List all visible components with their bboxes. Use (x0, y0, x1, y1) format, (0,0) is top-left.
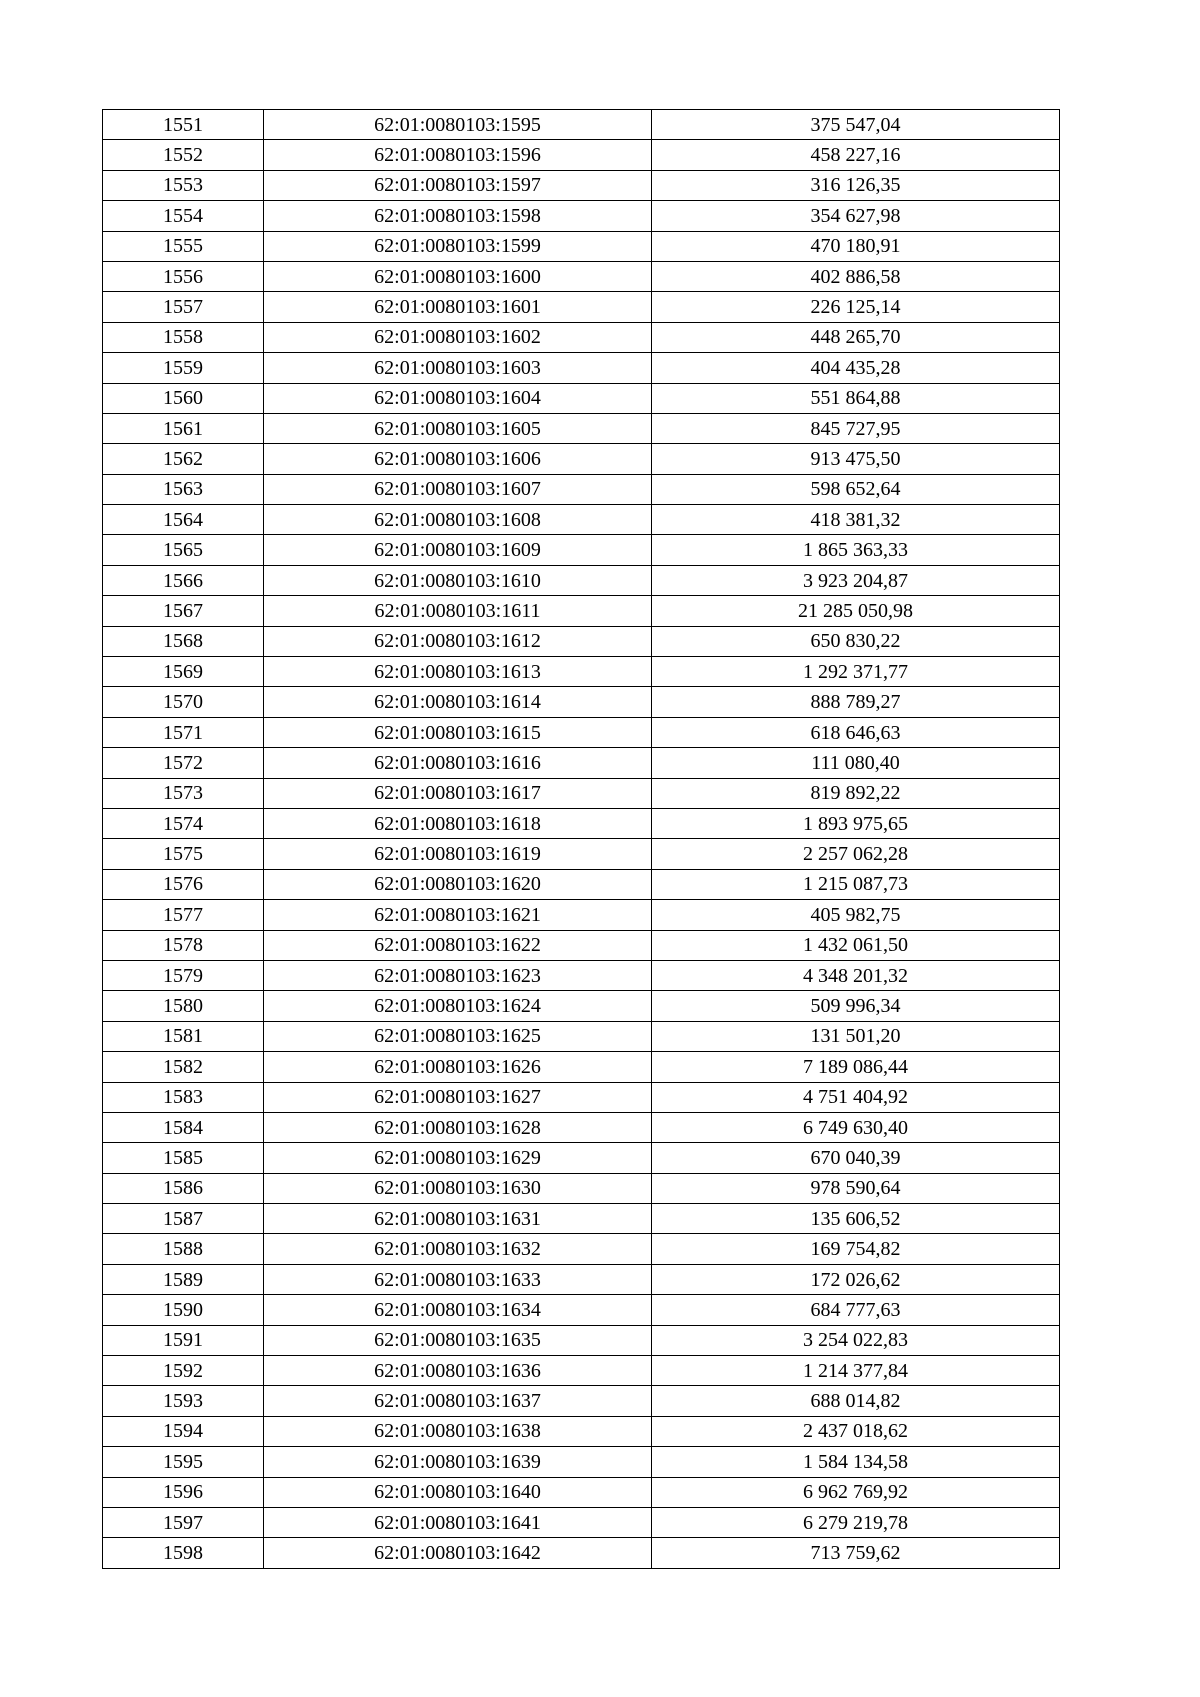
value-cell: 684 777,63 (652, 1295, 1060, 1325)
row-number-cell: 1573 (103, 778, 264, 808)
value-cell: 713 759,62 (652, 1538, 1060, 1568)
row-number-cell: 1560 (103, 383, 264, 413)
value-cell: 418 381,32 (652, 505, 1060, 535)
row-number-cell: 1558 (103, 322, 264, 352)
value-cell: 3 923 204,87 (652, 565, 1060, 595)
cadastral-number-cell: 62:01:0080103:1619 (264, 839, 652, 869)
cadastral-number-cell: 62:01:0080103:1606 (264, 444, 652, 474)
row-number-cell: 1585 (103, 1143, 264, 1173)
value-cell: 131 501,20 (652, 1021, 1060, 1051)
table-row (103, 960, 1060, 990)
cadastral-number-cell: 62:01:0080103:1607 (264, 474, 652, 504)
cadastral-number-cell: 62:01:0080103:1615 (264, 717, 652, 747)
value-cell: 650 830,22 (652, 626, 1060, 656)
cadastral-number-cell: 62:01:0080103:1595 (264, 110, 652, 140)
table-row (103, 1295, 1060, 1325)
cadastral-number-cell: 62:01:0080103:1600 (264, 261, 652, 291)
cadastral-number-cell: 62:01:0080103:1598 (264, 201, 652, 231)
row-number-cell: 1561 (103, 413, 264, 443)
table-row (103, 231, 1060, 261)
value-cell: 1 893 975,65 (652, 808, 1060, 838)
table-row (103, 1416, 1060, 1446)
row-number-cell: 1590 (103, 1295, 264, 1325)
table-row (103, 1112, 1060, 1142)
table-row (103, 1204, 1060, 1234)
row-number-cell: 1594 (103, 1416, 264, 1446)
row-number-cell: 1553 (103, 170, 264, 200)
row-number-cell: 1574 (103, 808, 264, 838)
value-cell: 354 627,98 (652, 201, 1060, 231)
row-number-cell: 1563 (103, 474, 264, 504)
value-cell: 1 214 377,84 (652, 1356, 1060, 1386)
cadastral-number-cell: 62:01:0080103:1637 (264, 1386, 652, 1416)
cadastral-number-cell: 62:01:0080103:1627 (264, 1082, 652, 1112)
row-number-cell: 1555 (103, 231, 264, 261)
value-cell: 111 080,40 (652, 748, 1060, 778)
row-number-cell: 1562 (103, 444, 264, 474)
cadastral-number-cell: 62:01:0080103:1634 (264, 1295, 652, 1325)
cadastral-number-cell: 62:01:0080103:1640 (264, 1477, 652, 1507)
cadastral-number-cell: 62:01:0080103:1614 (264, 687, 652, 717)
row-number-cell: 1576 (103, 869, 264, 899)
table-row (103, 565, 1060, 595)
row-number-cell: 1595 (103, 1447, 264, 1477)
cadastral-number-cell: 62:01:0080103:1629 (264, 1143, 652, 1173)
row-number-cell: 1583 (103, 1082, 264, 1112)
cadastral-number-cell: 62:01:0080103:1599 (264, 231, 652, 261)
value-cell: 135 606,52 (652, 1204, 1060, 1234)
row-number-cell: 1596 (103, 1477, 264, 1507)
cadastral-number-cell: 62:01:0080103:1609 (264, 535, 652, 565)
cadastral-number-cell: 62:01:0080103:1608 (264, 505, 652, 535)
cadastral-number-cell: 62:01:0080103:1623 (264, 960, 652, 990)
table-row (103, 1325, 1060, 1355)
value-cell: 1 584 134,58 (652, 1447, 1060, 1477)
row-number-cell: 1556 (103, 261, 264, 291)
cadastral-number-cell: 62:01:0080103:1613 (264, 657, 652, 687)
cadastral-number-cell: 62:01:0080103:1596 (264, 140, 652, 170)
table-row (103, 839, 1060, 869)
value-cell: 618 646,63 (652, 717, 1060, 747)
row-number-cell: 1568 (103, 626, 264, 656)
row-number-cell: 1567 (103, 596, 264, 626)
row-number-cell: 1582 (103, 1052, 264, 1082)
cadastral-number-cell: 62:01:0080103:1635 (264, 1325, 652, 1355)
table-row (103, 778, 1060, 808)
row-number-cell: 1571 (103, 717, 264, 747)
value-cell: 21 285 050,98 (652, 596, 1060, 626)
row-number-cell: 1564 (103, 505, 264, 535)
row-number-cell: 1566 (103, 565, 264, 595)
cadastral-number-cell: 62:01:0080103:1628 (264, 1112, 652, 1142)
value-cell: 402 886,58 (652, 261, 1060, 291)
cadastral-number-cell: 62:01:0080103:1605 (264, 413, 652, 443)
row-number-cell: 1578 (103, 930, 264, 960)
table-row (103, 1082, 1060, 1112)
row-number-cell: 1588 (103, 1234, 264, 1264)
table-row (103, 444, 1060, 474)
cadastral-number-cell: 62:01:0080103:1602 (264, 322, 652, 352)
cadastral-number-cell: 62:01:0080103:1620 (264, 869, 652, 899)
table-row (103, 535, 1060, 565)
table-row (103, 1143, 1060, 1173)
table-row (103, 261, 1060, 291)
row-number-cell: 1569 (103, 657, 264, 687)
value-cell: 7 189 086,44 (652, 1052, 1060, 1082)
cadastral-number-cell: 62:01:0080103:1639 (264, 1447, 652, 1477)
row-number-cell: 1593 (103, 1386, 264, 1416)
table-row (103, 413, 1060, 443)
table-row (103, 808, 1060, 838)
table-row (103, 353, 1060, 383)
table-row (103, 140, 1060, 170)
row-number-cell: 1587 (103, 1204, 264, 1234)
row-number-cell: 1552 (103, 140, 264, 170)
row-number-cell: 1557 (103, 292, 264, 322)
value-cell: 4 751 404,92 (652, 1082, 1060, 1112)
row-number-cell: 1577 (103, 900, 264, 930)
table-row (103, 292, 1060, 322)
cadastral-number-cell: 62:01:0080103:1633 (264, 1264, 652, 1294)
value-cell: 688 014,82 (652, 1386, 1060, 1416)
value-cell: 1 865 363,33 (652, 535, 1060, 565)
table-row (103, 869, 1060, 899)
cadastral-number-cell: 62:01:0080103:1638 (264, 1416, 652, 1446)
value-cell: 405 982,75 (652, 900, 1060, 930)
row-number-cell: 1591 (103, 1325, 264, 1355)
row-number-cell: 1580 (103, 991, 264, 1021)
cadastral-number-cell: 62:01:0080103:1597 (264, 170, 652, 200)
cadastral-number-cell: 62:01:0080103:1601 (264, 292, 652, 322)
cadastral-number-cell: 62:01:0080103:1618 (264, 808, 652, 838)
value-cell: 1 432 061,50 (652, 930, 1060, 960)
cadastral-number-cell: 62:01:0080103:1636 (264, 1356, 652, 1386)
value-cell: 670 040,39 (652, 1143, 1060, 1173)
value-cell: 6 279 219,78 (652, 1507, 1060, 1537)
row-number-cell: 1551 (103, 110, 264, 140)
cadastral-number-cell: 62:01:0080103:1626 (264, 1052, 652, 1082)
row-number-cell: 1575 (103, 839, 264, 869)
cadastral-number-cell: 62:01:0080103:1632 (264, 1234, 652, 1264)
cadastral-number-cell: 62:01:0080103:1630 (264, 1173, 652, 1203)
cadastral-number-cell: 62:01:0080103:1612 (264, 626, 652, 656)
value-cell: 458 227,16 (652, 140, 1060, 170)
row-number-cell: 1589 (103, 1264, 264, 1294)
table-row (103, 322, 1060, 352)
row-number-cell: 1579 (103, 960, 264, 990)
value-cell: 226 125,14 (652, 292, 1060, 322)
table-row (103, 170, 1060, 200)
cadastral-number-cell: 62:01:0080103:1616 (264, 748, 652, 778)
cadastral-number-cell: 62:01:0080103:1617 (264, 778, 652, 808)
table-row (103, 1021, 1060, 1051)
table-row (103, 717, 1060, 747)
value-cell: 172 026,62 (652, 1264, 1060, 1294)
value-cell: 2 437 018,62 (652, 1416, 1060, 1446)
table-row (103, 383, 1060, 413)
table-row (103, 1507, 1060, 1537)
value-cell: 509 996,34 (652, 991, 1060, 1021)
table-row (103, 1052, 1060, 1082)
table-row (103, 1477, 1060, 1507)
cadastral-number-cell: 62:01:0080103:1624 (264, 991, 652, 1021)
value-cell: 448 265,70 (652, 322, 1060, 352)
row-number-cell: 1570 (103, 687, 264, 717)
row-number-cell: 1554 (103, 201, 264, 231)
cadastral-number-cell: 62:01:0080103:1631 (264, 1204, 652, 1234)
value-cell: 1 292 371,77 (652, 657, 1060, 687)
row-number-cell: 1572 (103, 748, 264, 778)
table-row (103, 1386, 1060, 1416)
cadastral-number-cell: 62:01:0080103:1611 (264, 596, 652, 626)
cadastral-number-cell: 62:01:0080103:1604 (264, 383, 652, 413)
value-cell: 6 962 769,92 (652, 1477, 1060, 1507)
table-row (103, 1447, 1060, 1477)
cadastral-number-cell: 62:01:0080103:1625 (264, 1021, 652, 1051)
value-cell: 404 435,28 (652, 353, 1060, 383)
value-cell: 6 749 630,40 (652, 1112, 1060, 1142)
table-row (103, 1173, 1060, 1203)
value-cell: 3 254 022,83 (652, 1325, 1060, 1355)
table-row (103, 657, 1060, 687)
table-row (103, 900, 1060, 930)
row-number-cell: 1559 (103, 353, 264, 383)
table-row (103, 201, 1060, 231)
cadastral-number-cell: 62:01:0080103:1603 (264, 353, 652, 383)
value-cell: 551 864,88 (652, 383, 1060, 413)
cadastral-number-cell: 62:01:0080103:1642 (264, 1538, 652, 1568)
value-cell: 470 180,91 (652, 231, 1060, 261)
value-cell: 598 652,64 (652, 474, 1060, 504)
value-cell: 913 475,50 (652, 444, 1060, 474)
table-row (103, 1264, 1060, 1294)
value-cell: 888 789,27 (652, 687, 1060, 717)
table-row (103, 474, 1060, 504)
value-cell: 375 547,04 (652, 110, 1060, 140)
table-row (103, 930, 1060, 960)
table-body (103, 110, 1060, 1569)
value-cell: 2 257 062,28 (652, 839, 1060, 869)
cadastral-number-cell: 62:01:0080103:1641 (264, 1507, 652, 1537)
table-row (103, 1538, 1060, 1568)
row-number-cell: 1586 (103, 1173, 264, 1203)
table-row (103, 110, 1060, 140)
table-row (103, 991, 1060, 1021)
value-cell: 845 727,95 (652, 413, 1060, 443)
table-row (103, 505, 1060, 535)
cadastral-number-cell: 62:01:0080103:1622 (264, 930, 652, 960)
table-row (103, 687, 1060, 717)
row-number-cell: 1584 (103, 1112, 264, 1142)
table-row (103, 1356, 1060, 1386)
row-number-cell: 1565 (103, 535, 264, 565)
cadastral-value-table (102, 109, 1060, 1569)
table-row (103, 626, 1060, 656)
cadastral-number-cell: 62:01:0080103:1621 (264, 900, 652, 930)
cadastral-number-cell: 62:01:0080103:1610 (264, 565, 652, 595)
row-number-cell: 1581 (103, 1021, 264, 1051)
value-cell: 1 215 087,73 (652, 869, 1060, 899)
value-cell: 316 126,35 (652, 170, 1060, 200)
row-number-cell: 1592 (103, 1356, 264, 1386)
row-number-cell: 1598 (103, 1538, 264, 1568)
table-row (103, 596, 1060, 626)
value-cell: 4 348 201,32 (652, 960, 1060, 990)
table-row (103, 748, 1060, 778)
value-cell: 978 590,64 (652, 1173, 1060, 1203)
value-cell: 819 892,22 (652, 778, 1060, 808)
row-number-cell: 1597 (103, 1507, 264, 1537)
value-cell: 169 754,82 (652, 1234, 1060, 1264)
table-row (103, 1234, 1060, 1264)
